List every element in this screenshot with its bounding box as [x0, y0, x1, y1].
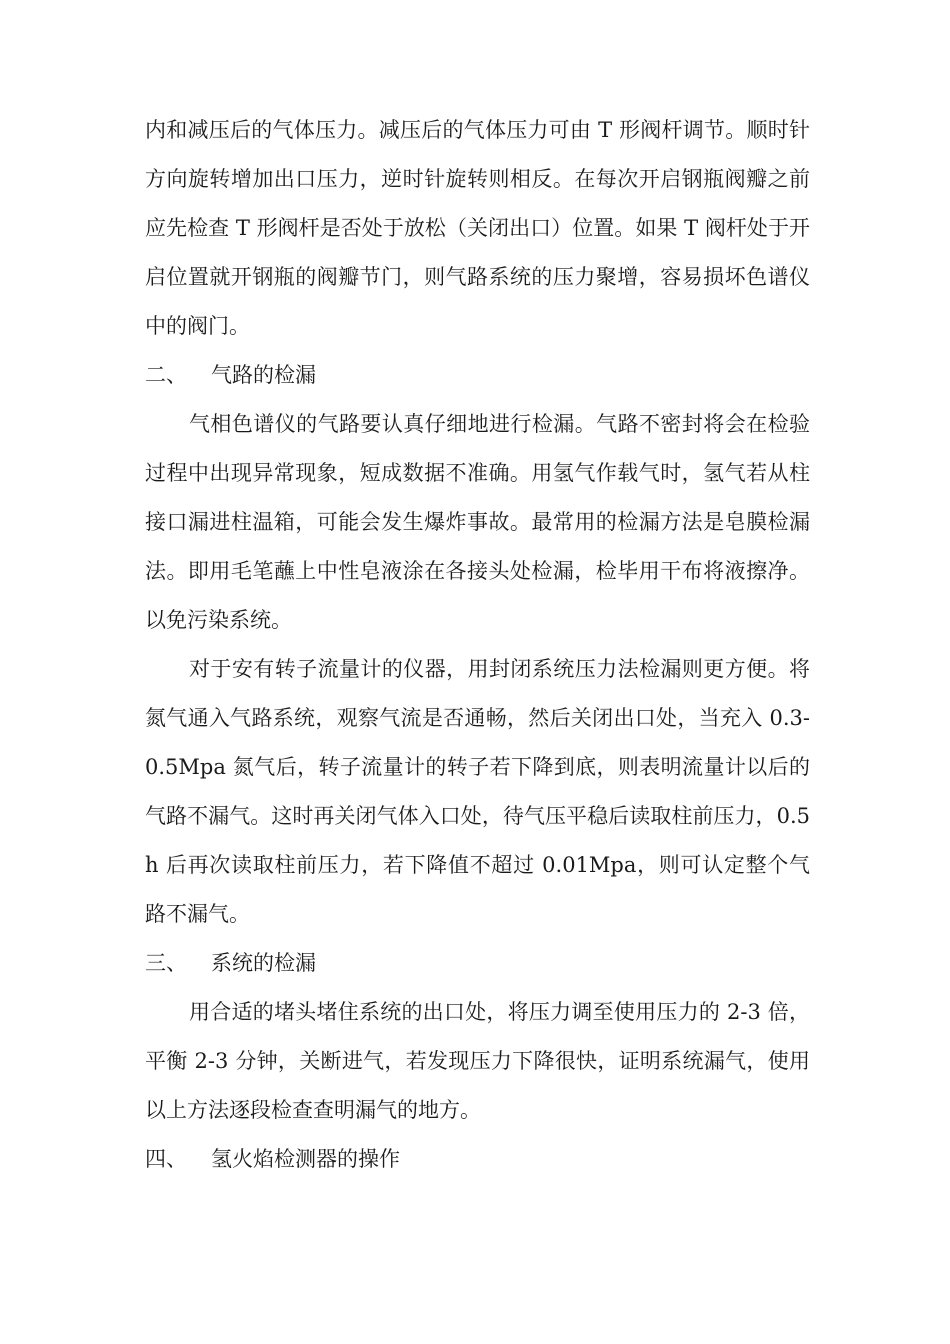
section-number: 三、 [145, 951, 187, 975]
paragraph-section2-2: 对于安有转子流量计的仪器，用封闭系统压力法检漏则更方便。将氮气通入气路系统，观察气流是否通畅，然后关闭出口处，当充入 0.3-0.5Mpa 氮气后，转子流量计的转子若下降到底，则表明流量计以后的气路不漏气。这时再关闭气体入口处，待气压平稳后读取柱前压力，0.5h 后再次读取柱前压力，若下降值不超过 0.01Mpa，则可认定整个气路不漏气。 [145, 657, 810, 926]
section-heading-2 [145, 351, 810, 400]
section-title: 氢火焰检测器的操作 [211, 1147, 400, 1171]
paragraph-section3-1: 用合适的堵头堵住系统的出口处，将压力调至使用压力的 2-3 倍，平衡 2-3 分钟，关断进气，若发现压力下降很快，证明系统漏气，使用以上方法逐段检查查明漏气的地方。 [145, 1000, 810, 1122]
document-body [145, 106, 810, 1184]
section-title: 系统的检漏 [211, 951, 316, 975]
section-number: 四、 [145, 1147, 187, 1171]
section-title: 气路的检漏 [211, 363, 316, 387]
paragraph-section2-1: 气相色谱仪的气路要认真仔细地进行检漏。气路不密封将会在检验过程中出现异常现象，短成数据不准确。用氢气作载气时，氢气若从柱接口漏进柱温箱，可能会发生爆炸事故。最常用的检漏方法是皂膜检漏法。即用毛笔蘸上中性皂液涂在各接头处检漏，检毕用干布将液擦净。以免污染系统。 [145, 412, 810, 632]
section-heading-4 [145, 1135, 810, 1184]
section-number: 二、 [145, 363, 187, 387]
section-heading-3 [145, 939, 810, 988]
paragraph-continued: 内和减压后的气体压力。减压后的气体压力可由 T 形阀杆调节。顺时针方向旋转增加出口压力，逆时针旋转则相反。在每次开启钢瓶阀瓣之前应先检查 T 形阀杆是否处于放松（关闭出口）位置。如果 T 阀杆处于开启位置就开钢瓶的阀瓣节门，则气路系统的压力聚增，容易损坏色谱仪中的阀门。 [145, 118, 810, 338]
